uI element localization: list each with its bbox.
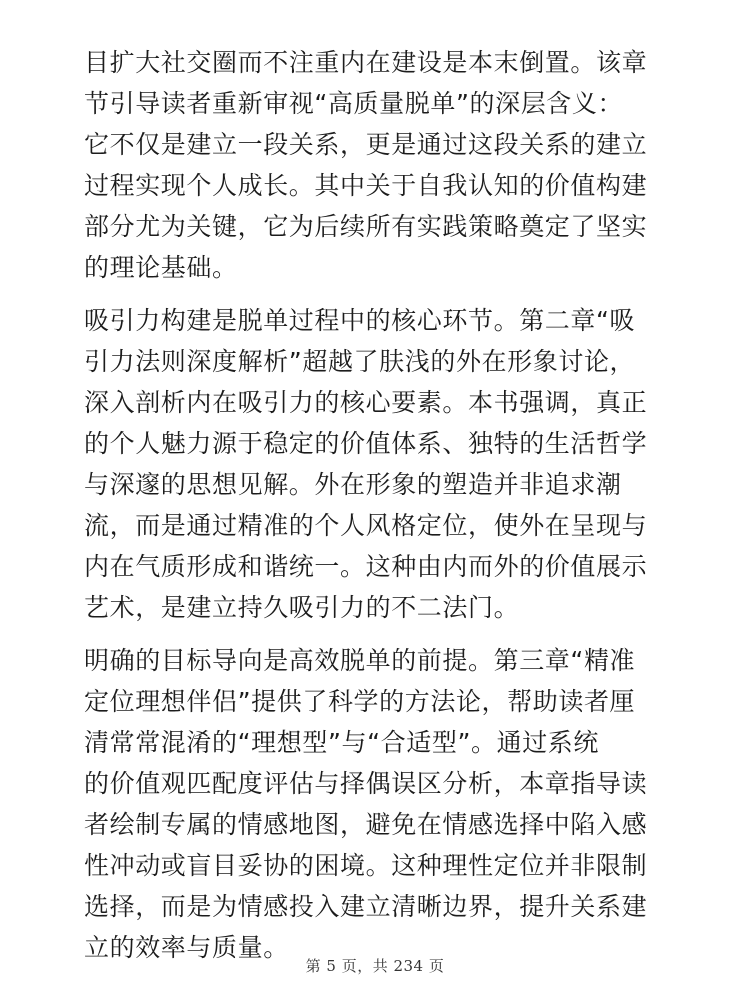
text-line: 性冲动或盲目妥协的困境。这种理性定位并非限制 bbox=[84, 851, 648, 880]
text-line: 目扩大社交圈而不注重内在建设是本末倒置。该章 bbox=[84, 48, 648, 77]
text-line: 立的效率与质量。 bbox=[84, 933, 289, 962]
text-line: 流，而是通过精准的个人风格定位，使外在呈现与 bbox=[84, 511, 648, 540]
text-line: 过程实现个人成长。其中关于自我认知的价值构建 bbox=[84, 171, 648, 200]
text-line: 的价值观匹配度评估与择偶误区分析，本章指导读 bbox=[84, 769, 648, 798]
paragraph-1 bbox=[84, 42, 674, 288]
text-line: 者绘制专属的情感地图，避免在情感选择中陷入感 bbox=[84, 810, 648, 839]
body-text bbox=[84, 42, 674, 980]
text-line: 的理论基础。 bbox=[84, 253, 238, 282]
text-line: 选择，而是为情感投入建立清晰边界，提升关系建 bbox=[84, 892, 648, 921]
text-line: 艺术，是建立持久吸引力的不二法门。 bbox=[84, 593, 520, 622]
text-line: 它不仅是建立一段关系，更是通过这段关系的建立 bbox=[84, 130, 648, 159]
text-line: 节引导读者重新审视“高质量脱单”的深层含义： bbox=[84, 89, 624, 118]
text-line: 清常常混淆的“理想型”与“合适型”。通过系统 bbox=[84, 728, 600, 757]
text-line: 明确的目标导向是高效脱单的前提。第三章“精准 bbox=[84, 646, 636, 675]
text-line: 引力法则深度解析”超越了肤浅的外在形象讨论， bbox=[84, 347, 636, 376]
text-line: 的个人魅力源于稳定的价值体系、独特的生活哲学 bbox=[84, 429, 648, 458]
paragraph-3 bbox=[84, 640, 674, 968]
paragraph-2 bbox=[84, 300, 674, 628]
text-line: 定位理想伴侣”提供了科学的方法论，帮助读者厘 bbox=[84, 687, 636, 716]
text-line: 深入剖析内在吸引力的核心要素。本书强调，真正 bbox=[84, 388, 648, 417]
text-line: 内在气质形成和谐统一。这种由内而外的价值展示 bbox=[84, 552, 648, 581]
text-line: 与深邃的思想见解。外在形象的塑造并非追求潮 bbox=[84, 470, 622, 499]
text-line: 吸引力构建是脱单过程中的核心环节。第二章“吸 bbox=[84, 306, 636, 335]
text-line: 部分尤为关键，它为后续所有实践策略奠定了坚实 bbox=[84, 212, 648, 241]
page-number-footer: 第 5 页，共 234 页 bbox=[305, 957, 445, 975]
